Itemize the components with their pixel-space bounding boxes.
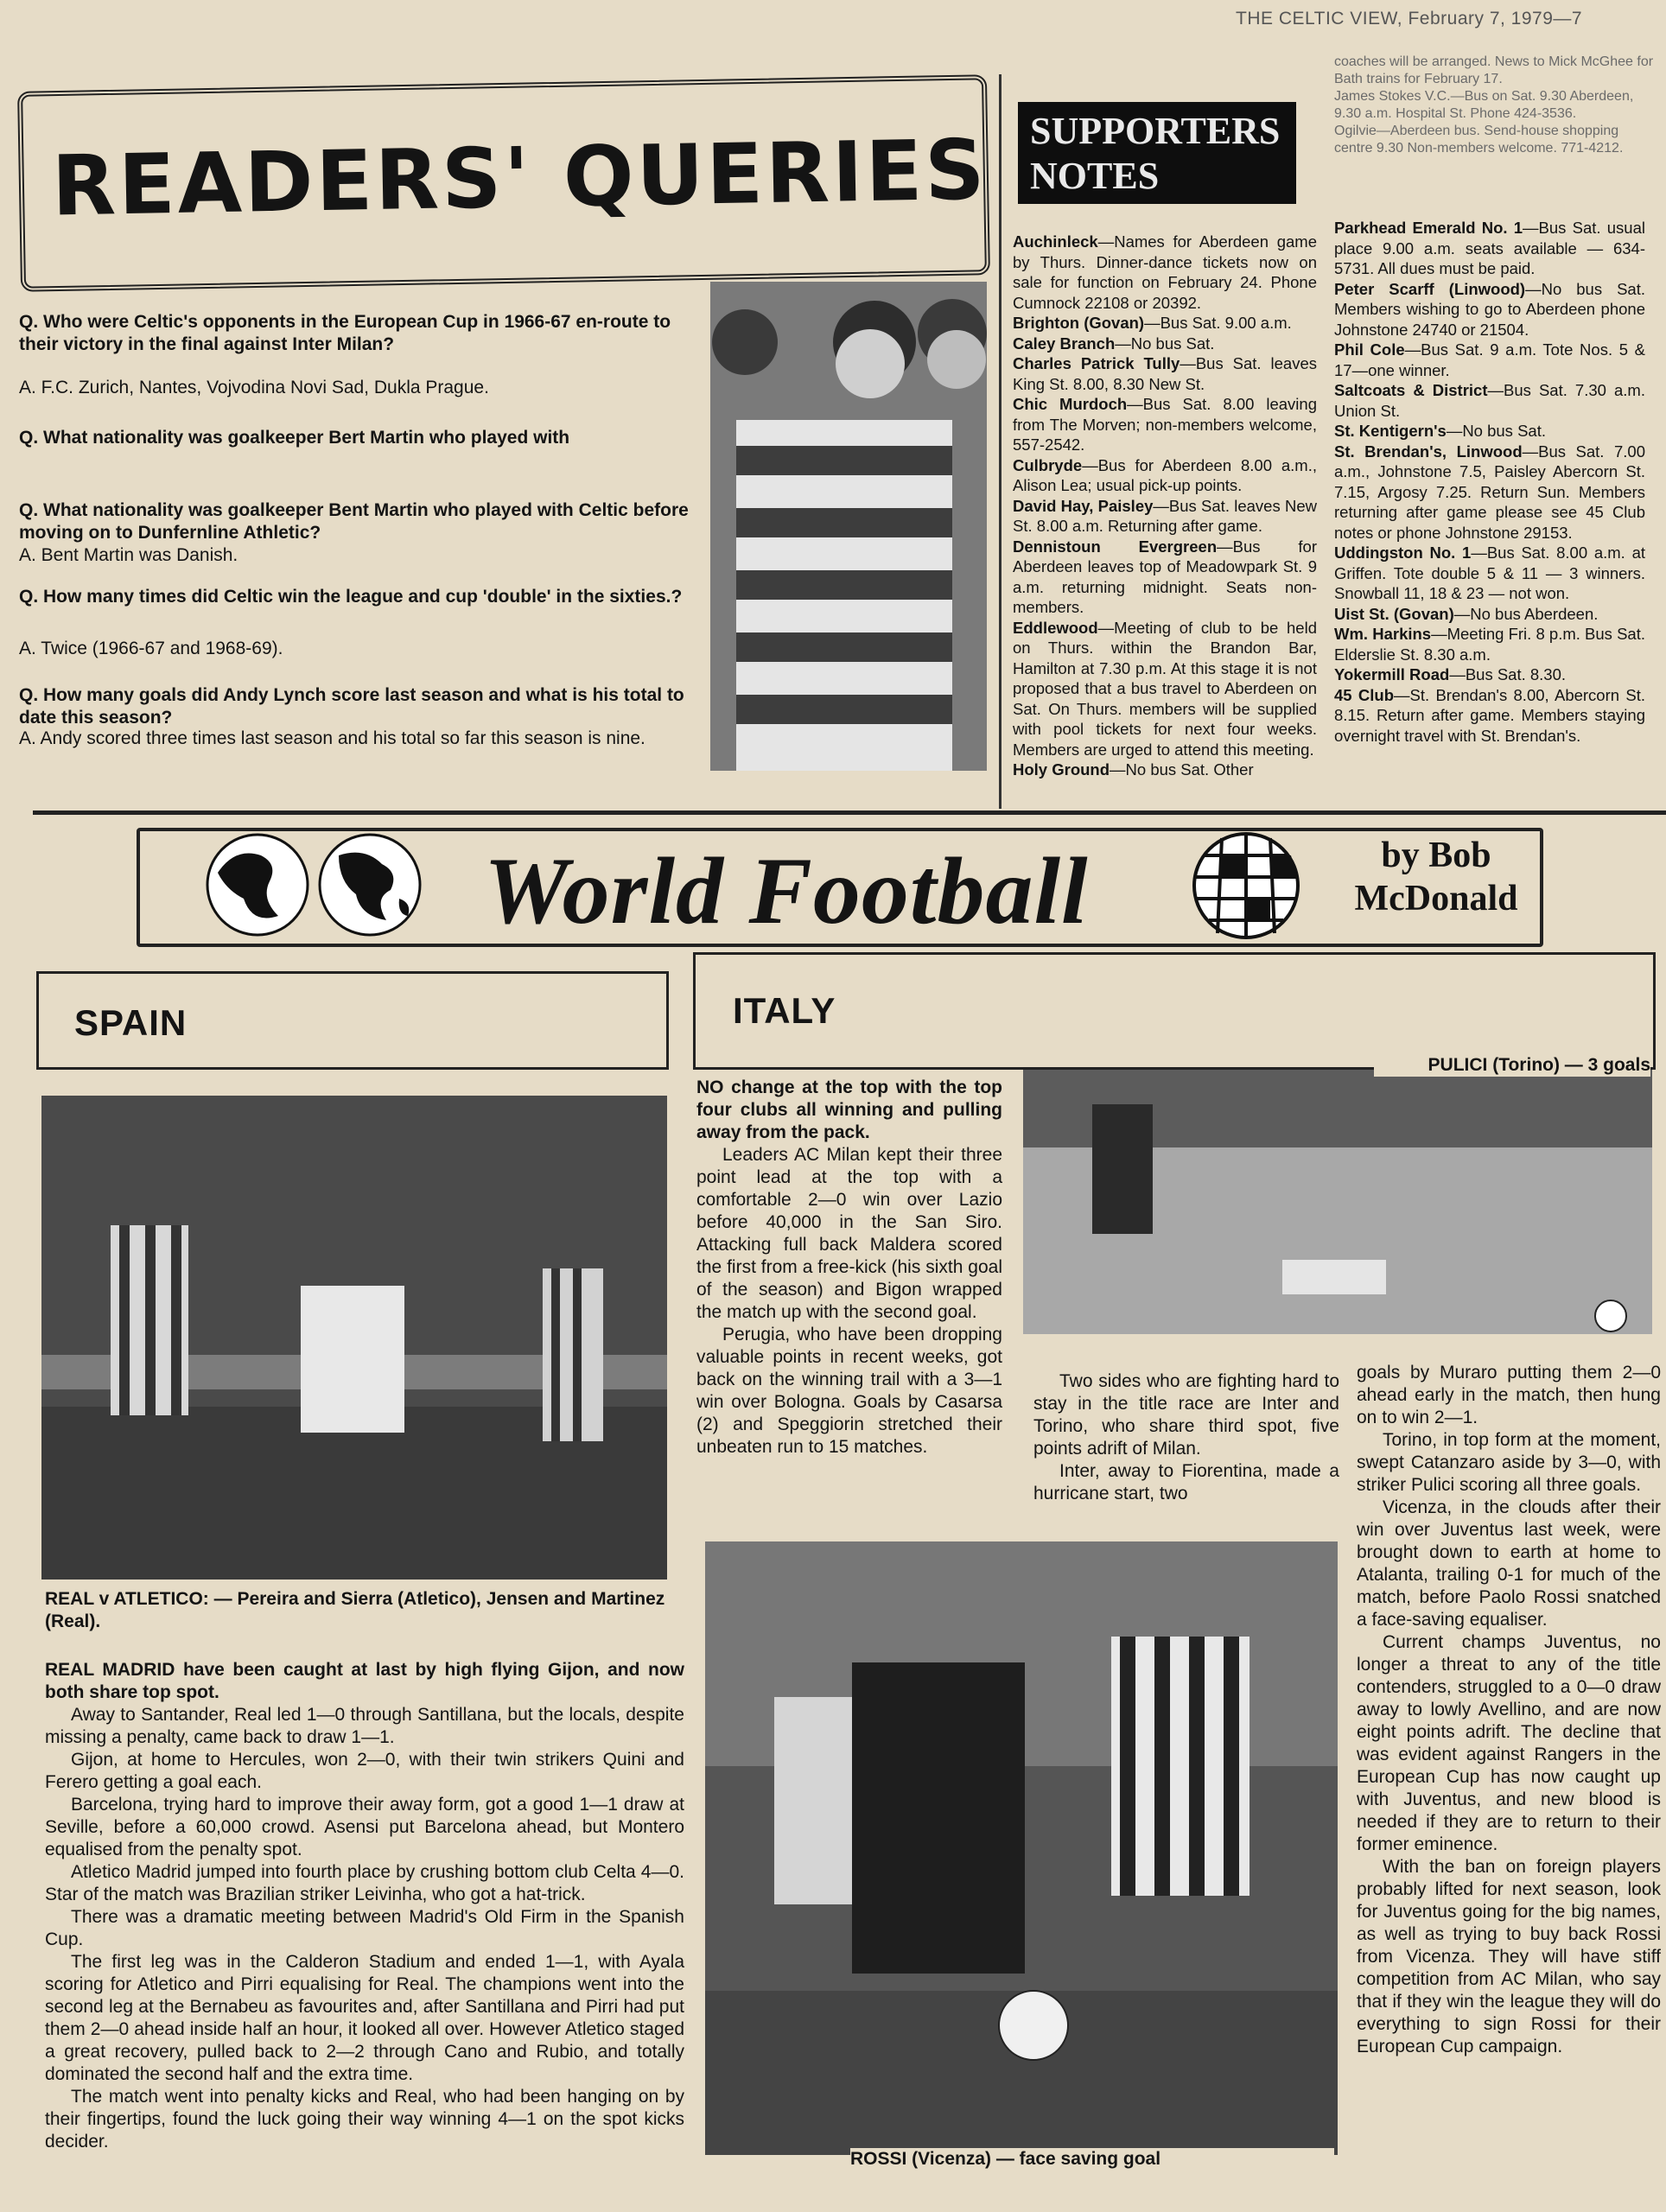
paragraph: Leaders AC Milan kept their three point lead at the top with a comfortable 2—0 win over Lazio before 40,000 in the San Siro. Attacking full back Maldera scored the first from a free-kick (his sixth goal of the season) and Bigon wrapped the match up with the second goal. <box>696 1145 1002 1322</box>
supporters-notes-title-2: NOTES <box>1030 155 1160 197</box>
note-item: Brighton (Govan)—Bus Sat. 9.00 a.m. <box>1013 314 1292 332</box>
paragraph: goals by Muraro putting them 2—0 ahead early in the match, then hung on to win 2—1. <box>1357 1363 1661 1427</box>
paragraph: Torino, in top form at the moment, swept Catanzaro aside by 3—0, with striker Pulici scoring all three goals. <box>1357 1430 1661 1495</box>
paragraph: Away to Santander, Real led 1—0 through Santillana, but the locals, despite missing a penalty, came back to draw 1—1. <box>45 1705 684 1747</box>
paragraph: Perugia, who have been dropping valuable points in recent weeks, got back on the winning trail with a 3—1 win over Bologna. Goals by Casarsa (2) and Speggiorin stretched their unbeaten run to 15 matches. <box>696 1325 1002 1457</box>
note-item: Phil Cole—Bus Sat. 9 a.m. Tote Nos. 5 & 17—one winner. <box>1334 340 1645 379</box>
paragraph: The first leg was in the Calderon Stadium and ended 1—1, with Ayala scoring for Atletico and Pirri equalising for Real. The champions went into the second leg at the Bernabeu as favourites and, after Santillana and Pirri had put them 2—0 ahead inside half an hour, it looked all over. However Atletico staged a great recovery, pulled back to 2—2 through Cano and Rubio, and totally dominated the second half and the extra time. <box>45 1952 684 2084</box>
column-divider <box>999 74 1002 809</box>
query-4-question: Q. How many times did Celtic win the league and cup 'double' in the sixties.? <box>19 587 683 607</box>
supporters-notes-col-right <box>1334 218 1645 746</box>
rossi-caption: ROSSI (Vicenza) — face saving goal <box>850 2148 1334 2171</box>
paragraph: The match went into penalty kicks and Real, who had been hanging on by their fingertips, found the luck going their way winning 4—1 on the spot kicks decider. <box>45 2087 684 2152</box>
italy-heading-box <box>693 952 1656 1070</box>
supporters-notes-faded-top: coaches will be arranged. News to Mick McGhee for Bath trains for February 17. James Stokes V.C.—Bus on Sat. 9.30 Aberdeen, 9.30 a.m. Hospital St. Phone 424-3536. Ogilvie—Aberdeen bus. Send-house shopping centre 9.30 Non-members welcome. 771-4212. <box>1334 54 1654 156</box>
celtic-player-photo <box>710 282 987 771</box>
note-item: Uddingston No. 1—Bus Sat. 8.00 a.m. at Griffen. Tote double 5 & 11 — 3 winners. Snowball 11, 18 & 23 — not won. <box>1334 543 1645 602</box>
query-3-answer: A. Bent Martin was Danish. <box>19 545 238 565</box>
supporters-notes-badge <box>1018 102 1296 204</box>
query-2-question: Q. What nationality was goalkeeper Bert Martin who played with <box>19 428 570 448</box>
note-item: Dennistoun Evergreen—Bus for Aberdeen leaves top of Meadowpark St. 9 a.m. returning midnight. Seats non-members. <box>1013 537 1317 616</box>
byline-by: by Bob <box>1381 836 1491 875</box>
note-item: St. Kentigern's—No bus Sat. <box>1334 422 1546 440</box>
byline-author: McDonald <box>1354 879 1518 918</box>
italy-col-3 <box>1357 1362 1661 2058</box>
query-1-question: Q. Who were Celtic's opponents in the European Cup in 1966-67 en-route to their victory in the final against Inter Milan? <box>19 312 671 354</box>
paragraph: Inter, away to Fiorentina, made a hurricane start, two <box>1033 1461 1339 1503</box>
supporters-notes-title-1: SUPPORTERS <box>1030 110 1281 152</box>
spain-lead: REAL MADRID have been caught at last by high flying Gijon, and now both share top spot. <box>45 1660 684 1702</box>
note-item: St. Brendan's, Linwood—Bus Sat. 7.00 a.m., Johnstone 7.5, Paisley Abercorn St. 7.15, Argosy 7.25. Return Sun. Members returning after game please see 45 Club notes or phone Johnstone 29153. <box>1334 442 1645 542</box>
note-item: Saltcoats & District—Bus Sat. 7.30 a.m. Union St. <box>1334 381 1645 420</box>
paragraph: Atletico Madrid jumped into fourth place by crushing bottom club Celta 4—0. Star of the match was Brazilian striker Leivinha, who got a hat-trick. <box>45 1862 684 1904</box>
paragraph: There was a dramatic meeting between Madrid's Old Firm in the Spanish Cup. <box>45 1907 684 1949</box>
paragraph: With the ban on foreign players probably lifted for next season, look for Juventus going for the big names, as well as trying to buy back Rossi from Vicenza. They will have stiff competition from AC Milan, who say that if they win the league they will do everything to sign Rossi for their European Cup campaign. <box>1357 1857 1661 2056</box>
note-item: Parkhead Emerald No. 1—Bus Sat. usual place 9.00 a.m. seats available — 634-5731. All dues must be paid. <box>1334 219 1645 277</box>
pulici-caption: PULICI (Torino) — 3 goals <box>1374 1054 1650 1077</box>
spain-heading: SPAIN <box>74 1002 188 1043</box>
note-item: Yokermill Road—Bus Sat. 8.30. <box>1334 665 1567 683</box>
real-atletico-photo <box>41 1096 667 1580</box>
paragraph: Two sides who are fighting hard to stay in the title race are Inter and Torino, who share third spot, five points adrift of Milan. <box>1033 1371 1339 1459</box>
italy-heading: ITALY <box>733 990 836 1031</box>
italy-col-1 <box>696 1077 1002 1459</box>
note-item: Culbryde—Bus for Aberdeen 8.00 a.m., Alison Lea; usual pick-up points. <box>1013 455 1317 494</box>
pulici-photo <box>1023 1070 1652 1334</box>
note-item: Eddlewood—Meeting of club to be held on Thurs. within the Brandon Bar, Hamilton at 7.30 p.m. At this stage it is not proposed that a bus travel to Aberdeen on Sat. On Thurs. members will be supplied with pool tickets for next four weeks. Members are urged to attend this meeting. <box>1013 618 1317 759</box>
globe-icon <box>200 830 442 944</box>
query-4-answer: A. Twice (1966-67 and 1968-69). <box>19 639 283 658</box>
spain-article <box>45 1659 684 2153</box>
query-3-question: Q. What nationality was goalkeeper Bent Martin who played with Celtic before moving on to Dunfernline Athletic? <box>19 500 689 543</box>
running-head: THE CELTIC VIEW, February 7, 1979—7 <box>1236 9 1583 29</box>
section-divider <box>33 810 1666 815</box>
note-item: Wm. Harkins—Meeting Fri. 8 p.m. Bus Sat. Elderslie St. 8.30 a.m. <box>1334 625 1646 664</box>
note-item: Charles Patrick Tully—Bus Sat. leaves King St. 8.00, 8.30 New St. <box>1013 354 1318 393</box>
readers-queries-title: READERS' QUERIES <box>51 121 989 235</box>
note-item: Chic Murdoch—Bus Sat. 8.00 leaving from The Morven; non-members welcome, 557-2542. <box>1013 395 1317 454</box>
note-item: David Hay, Paisley—Bus Sat. leaves New St. 8.00 a.m. Returning after game. <box>1013 496 1317 535</box>
note-item: Caley Branch—No bus Sat. <box>1013 334 1215 353</box>
note-item: Holy Ground—No bus Sat. Other <box>1013 760 1254 779</box>
note-item: 45 Club—St. Brendan's 8.00, Abercorn St. 8.15. Return after game. Members staying overnight travel with St. Brendan's. <box>1334 685 1645 745</box>
football-icon <box>1170 830 1322 946</box>
byline <box>1341 834 1531 920</box>
query-5-question: Q. How many goals did Andy Lynch score last season and what is his total to date this season? <box>19 685 684 728</box>
paragraph: Vicenza, in the clouds after their win over Juventus last week, were brought down to earth at home to Atalanta, trailing 0-1 for much of the match, before Paolo Rossi snatched a face-saving equaliser. <box>1357 1497 1661 1630</box>
world-football-title: World Football <box>484 838 1089 944</box>
spain-photo-caption: REAL v ATLETICO: — Pereira and Sierra (Atletico), Jensen and Martinez (Real). <box>45 1589 665 1631</box>
paragraph: Gijon, at home to Hercules, won 2—0, with their twin strikers Quini and Ferero getting a goal each. <box>45 1750 684 1792</box>
query-5-answer: A. Andy scored three times last season and his total so far this season is nine. <box>19 728 645 748</box>
supporters-notes-col-left <box>1013 232 1317 780</box>
paragraph: Barcelona, trying hard to improve their away form, got a good 1—1 draw at Seville, before a 60,000 crowd. Asensi put Barcelona ahead, but Montero equalised from the penalty spot. <box>45 1795 684 1859</box>
rossi-photo <box>705 1541 1338 2155</box>
paragraph: Current champs Juventus, no longer a threat to any of the title contenders, struggled to a 0—0 draw away to lowly Avellino, and are now eight points adrift. The decline that was evident against Rangers in the European Cup has now caught up with Juventus, and new blood is needed if they are to return to their former eminence. <box>1357 1632 1661 1854</box>
italy-col-2 <box>1033 1370 1339 1505</box>
note-item: Auchinleck—Names for Aberdeen game by Thurs. Dinner-dance tickets now on sale for function on February 24. Phone Cumnock 22108 or 20392. <box>1013 232 1317 312</box>
note-item: Peter Scarff (Linwood)—No bus Sat. Members wishing to go to Aberdeen phone Johnstone 24740 or 21504. <box>1334 279 1645 339</box>
query-1-answer: A. F.C. Zurich, Nantes, Vojvodina Novi Sad, Dukla Prague. <box>19 378 489 397</box>
note-item: Uist St. (Govan)—No bus Aberdeen. <box>1334 604 1599 623</box>
italy-lead: NO change at the top with the top four clubs all winning and pulling away from the pack. <box>696 1077 1002 1142</box>
